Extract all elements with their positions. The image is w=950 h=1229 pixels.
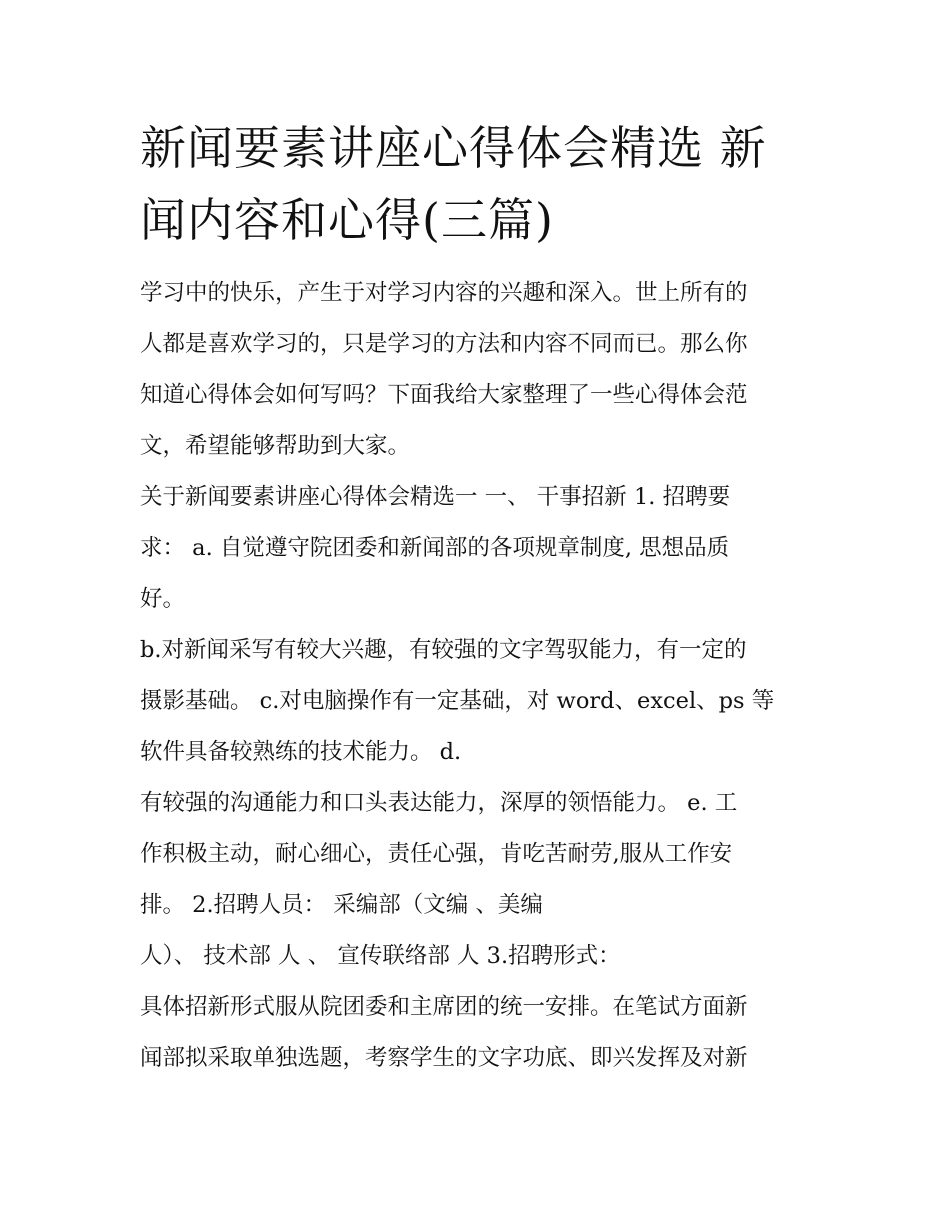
text-line-3: 知道心得体会如何写吗？下面我给大家整理了一些心得体会范 xyxy=(140,382,748,408)
text-line-5: 关于新闻要素讲座心得体会精选一 一、 干事招新 1. 招聘要 xyxy=(140,484,731,510)
text-line-6: 求： a. 自觉遵守院团委和新闻部的各项规章制度, 思想品质 xyxy=(140,535,730,561)
text-line-2: 人都是喜欢学习的，只是学习的方法和内容不同而已。那么你 xyxy=(140,331,748,357)
text-line-4: 文，希望能够帮助到大家。 xyxy=(140,433,411,459)
text-line-10: 软件具备较熟练的技术能力。 d. xyxy=(140,739,462,765)
title-line-1: 新闻要素讲座心得体会精选 新 xyxy=(140,121,767,175)
text-line-9: 摄影基础。 c.对电脑操作有一定基础，对 word、excel、ps 等 xyxy=(140,688,775,714)
text-line-11: 有较强的沟通能力和口头表达能力，深厚的领悟能力。 e. 工 xyxy=(140,790,738,816)
title-line-2: 闻内容和心得(三篇) xyxy=(140,193,554,247)
text-line-14: 人）、 技术部 人 、 宣传联络部 人 3.招聘形式： xyxy=(140,943,621,969)
text-line-15: 具体招新形式服从院团委和主席团的统一安排。在笔试方面新 xyxy=(140,994,748,1020)
body-text xyxy=(140,268,820,1084)
document-page xyxy=(140,112,820,1084)
text-line-8: b.对新闻采写有较大兴趣，有较强的文字驾驭能力，有一定的 xyxy=(140,637,747,663)
text-line-16: 闻部拟采取单独选题，考察学生的文字功底、即兴发挥及对新 xyxy=(140,1045,748,1071)
document-title xyxy=(140,112,820,256)
text-line-7: 好。 xyxy=(140,586,186,612)
text-line-12: 作积极主动，耐心细心，责任心强，肯吃苦耐劳,服从工作安 xyxy=(140,841,733,867)
text-line-13: 排。 2.招聘人员： 采编部（文编 、美编 xyxy=(140,892,543,918)
text-line-1: 学习中的快乐，产生于对学习内容的兴趣和深入。世上所有的 xyxy=(140,280,748,306)
